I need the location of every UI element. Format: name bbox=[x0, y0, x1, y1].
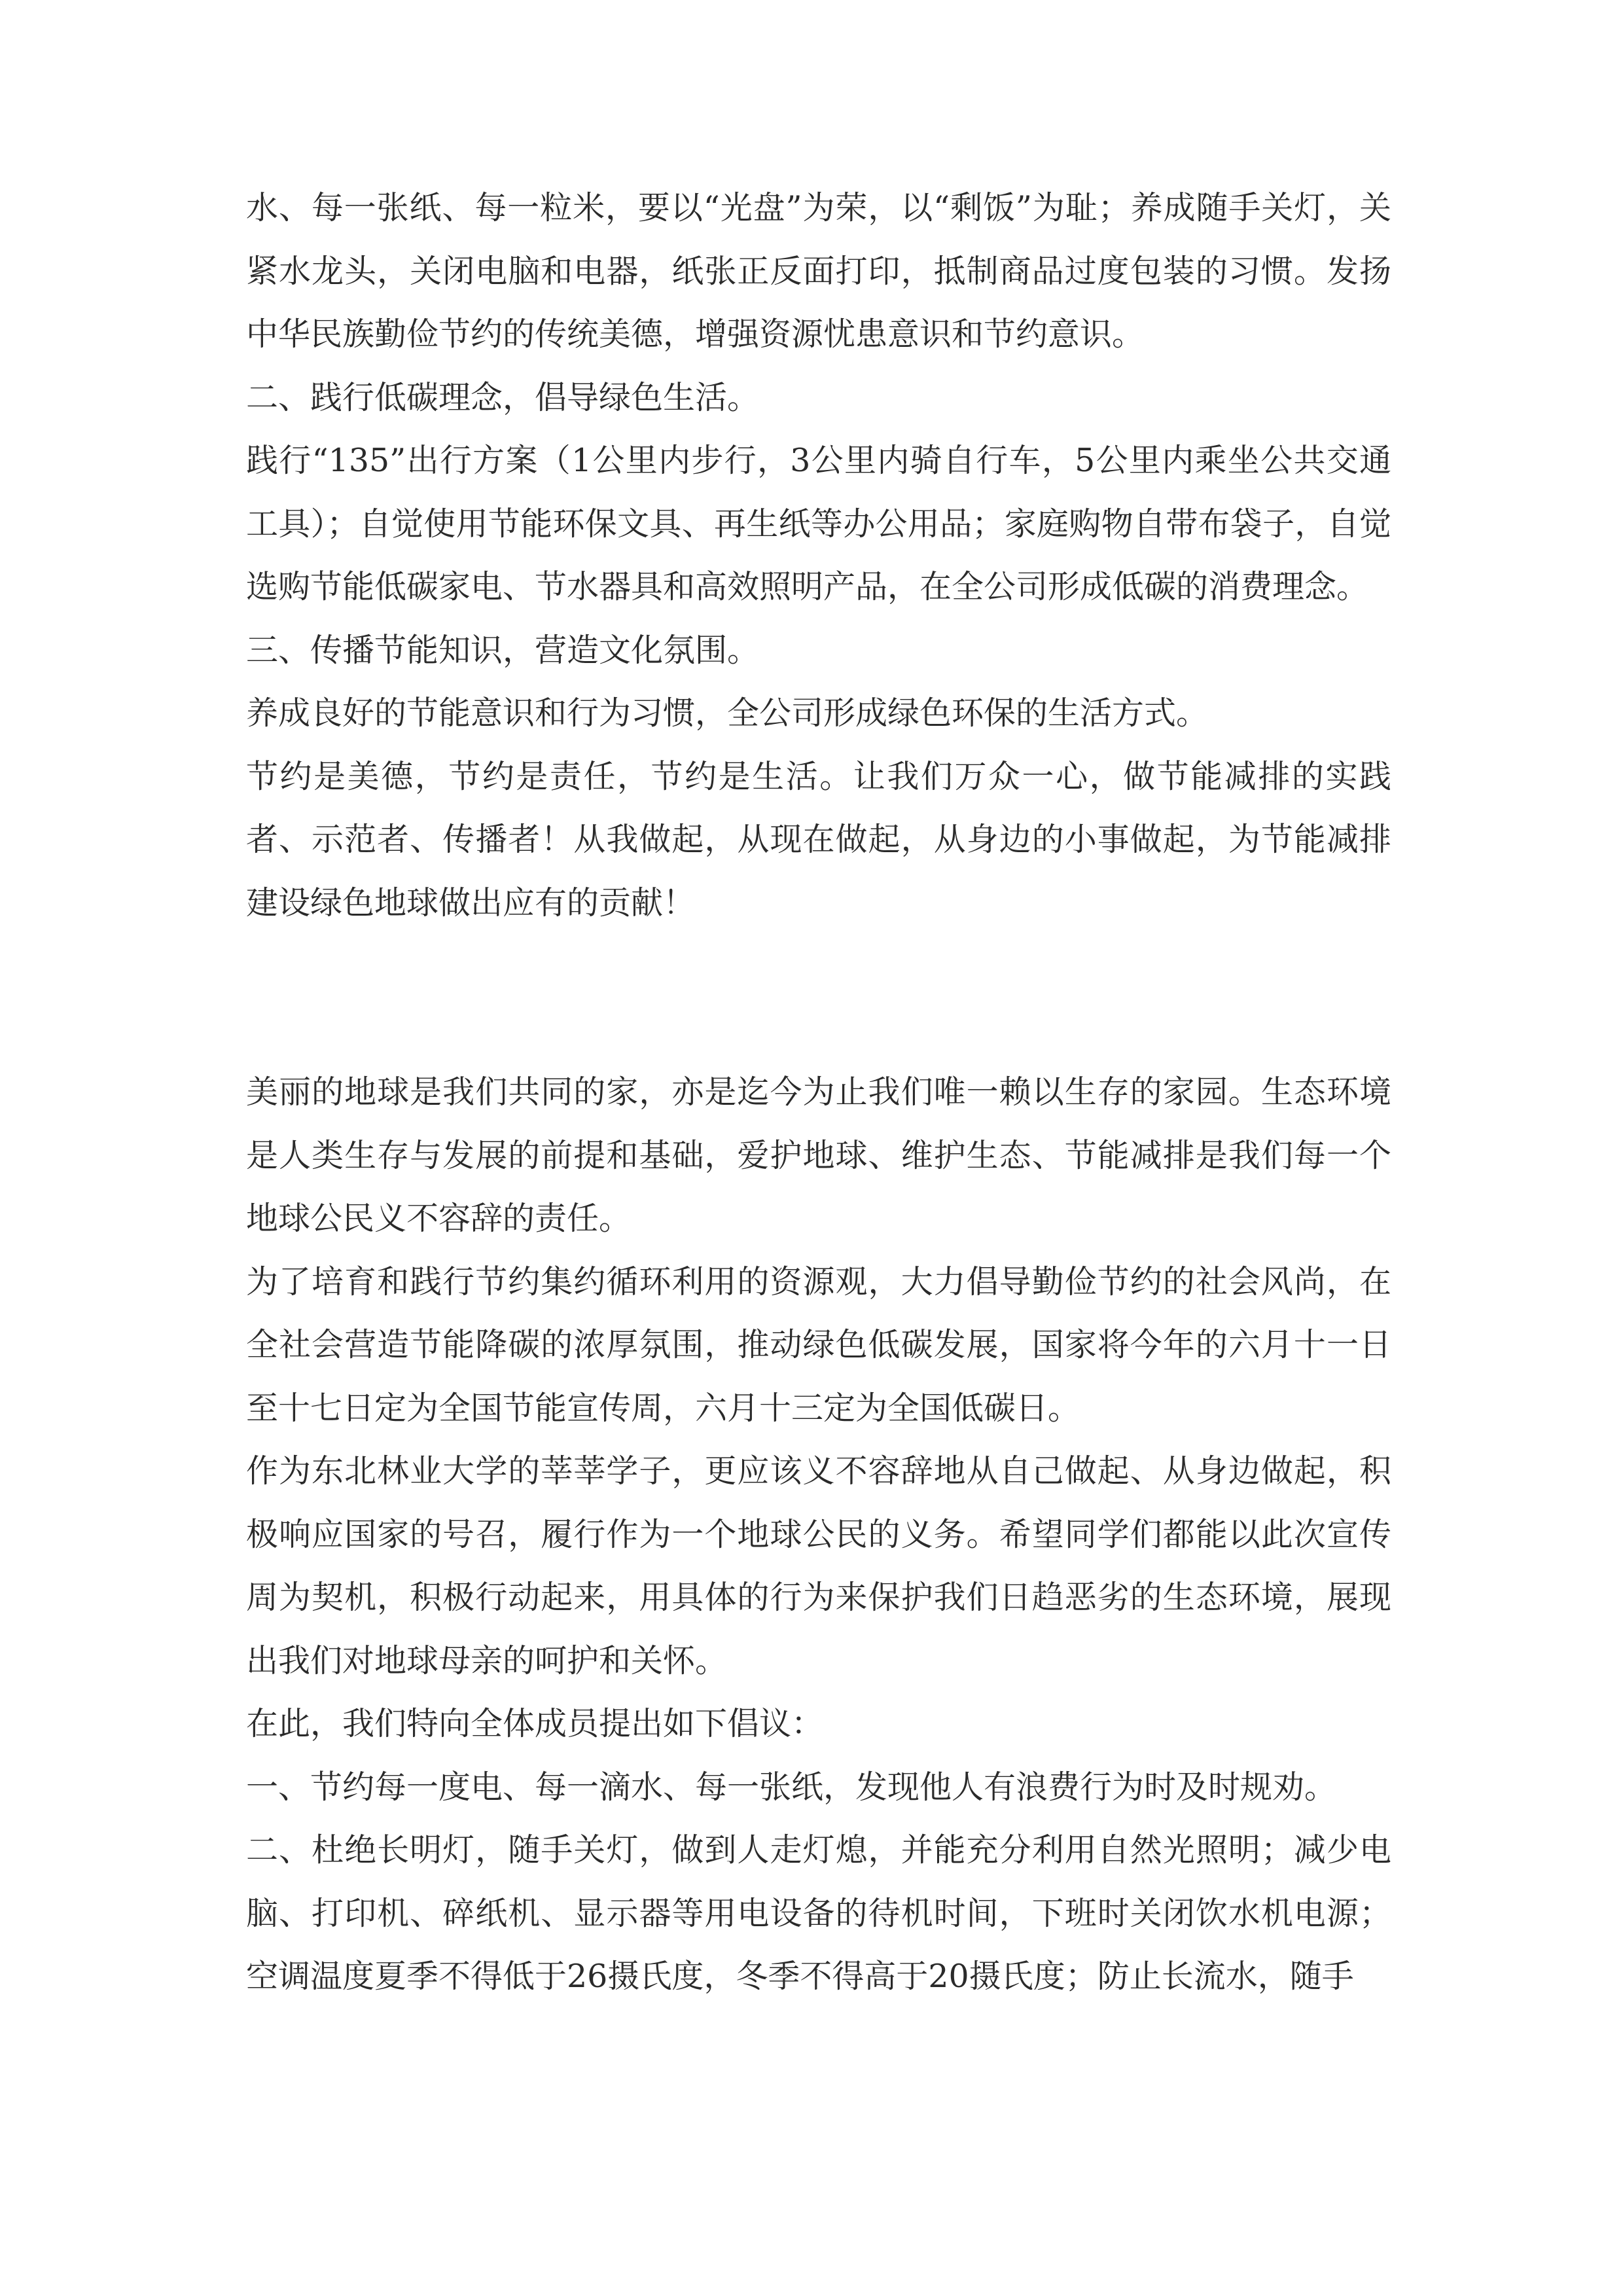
proposal-item-1: 一、节约每一度电、每一滴水、每一张纸，发现他人有浪费行为时及时规劝。 bbox=[246, 1768, 1337, 1806]
paragraph-frugality-habits: 水、每一张纸、每一粒米，要以“光盘”为荣，以“剩饭”为耻；养成随手关灯，关紧水龙头，关闭电脑和电器，纸张正反面打印，抵制商品过度包装的习惯。发扬中华民族勤俭节约的传统美德，增强资源忧患意识和节约意识。 bbox=[246, 189, 1391, 353]
proposal-item-2: 二、杜绝长明灯，随手关灯，做到人走灯熄，并能充分利用自然光照明；减少电脑、打印机、碎纸机、显示器等用电设备的待机时间，下班时关闭饮水机电源；空调温度夏季不得低于26摄氏度，冬季不得高于20摄氏度；防止长流水，随手 bbox=[246, 1831, 1391, 1995]
paragraph-proposal-intro: 在此，我们特向全体成员提出如下倡议： bbox=[246, 1705, 824, 1742]
section-gap bbox=[246, 935, 1391, 1061]
heading-low-carbon: 二、践行低碳理念，倡导绿色生活。 bbox=[246, 378, 760, 416]
paragraph-earth-home: 美丽的地球是我们共同的家，亦是迄今为止我们唯一赖以生存的家园。生态环境是人类生存与发展的前提和基础，爱护地球、维护生态、节能减排是我们每一个地球公民义不容辞的责任。 bbox=[246, 1073, 1391, 1237]
paragraph-energy-week: 为了培育和践行节约集约循环利用的资源观，大力倡导勤俭节约的社会风尚，在全社会营造节能降碳的浓厚氛围，推动绿色低碳发展，国家将今年的六月十一日至十七日定为全国节能宣传周，六月十三定为全国低碳日。 bbox=[246, 1263, 1391, 1427]
paragraph-135-travel: 践行“135”出行方案（1公里内步行，3公里内骑自行车，5公里内乘坐公共交通工具）；自觉使用节能环保文具、再生纸等办公用品；家庭购物自带布袋子，自觉选购节能低碳家电、节水器具和高效照明产品，在全公司形成低碳的消费理念。 bbox=[246, 442, 1391, 605]
document-body bbox=[246, 177, 1391, 2009]
paragraph-green-lifestyle: 养成良好的节能意识和行为习惯，全公司形成绿色环保的生活方式。 bbox=[246, 694, 1209, 732]
paragraph-conclusion: 节约是美德，节约是责任，节约是生活。让我们万众一心，做节能减排的实践者、示范者、传播者！从我做起，从现在做起，从身边的小事做起，为节能减排建设绿色地球做出应有的贡献！ bbox=[246, 757, 1391, 922]
paragraph-students: 作为东北林业大学的莘莘学子，更应该义不容辞地从自己做起、从身边做起，积极响应国家的号召，履行作为一个地球公民的义务。希望同学们都能以此次宣传周为契机，积极行动起来，用具体的行为来保护我们日趋恶劣的生态环境，展现出我们对地球母亲的呵护和关怀。 bbox=[246, 1452, 1391, 1679]
heading-spread-knowledge: 三、传播节能知识，营造文化氛围。 bbox=[246, 631, 760, 669]
